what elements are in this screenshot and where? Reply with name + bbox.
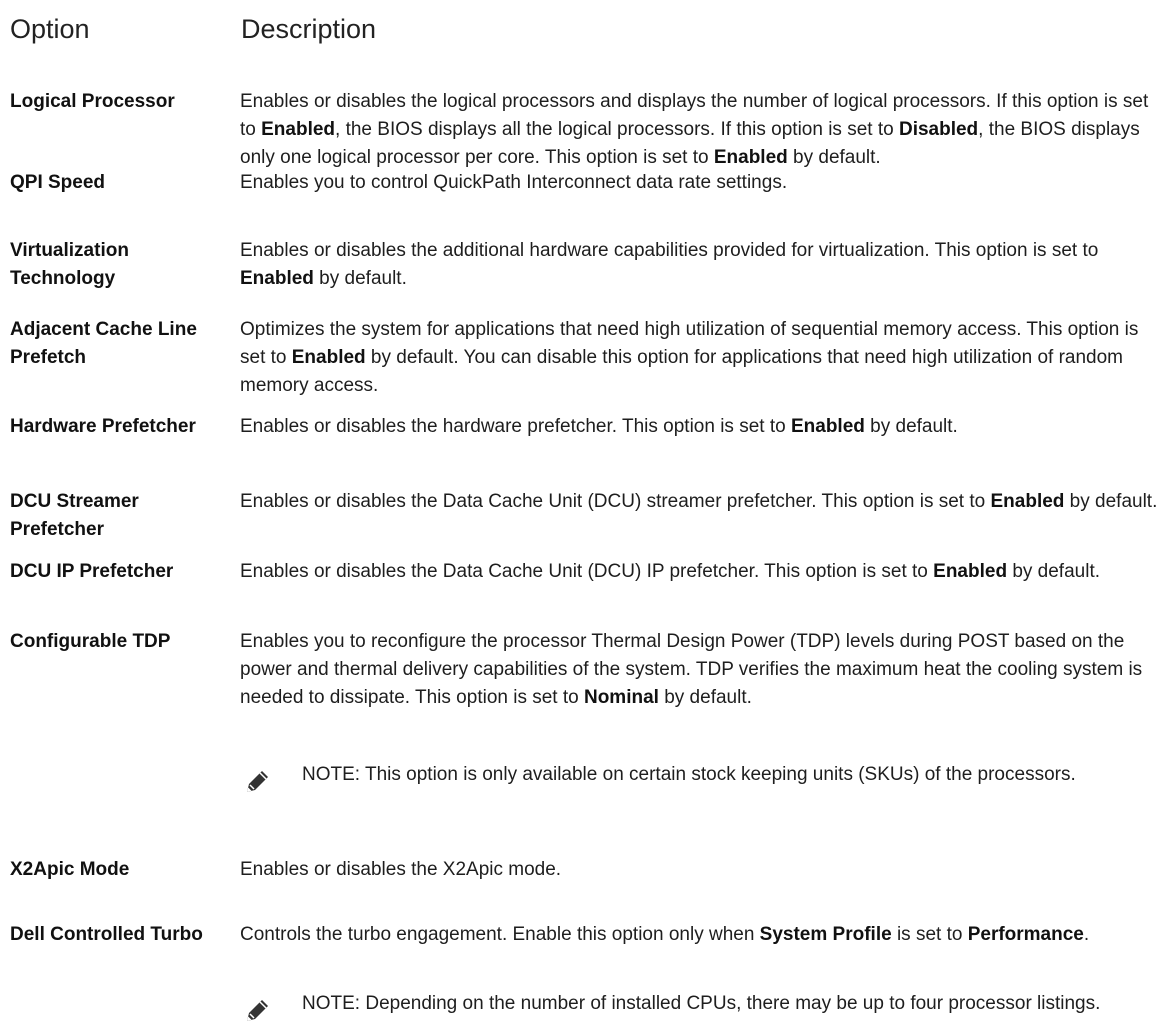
description-text: by default.: [864, 416, 958, 437]
table-header: [0, 0, 1170, 62]
description-column-header: Description: [241, 14, 377, 44]
description-text: Enables you to reconfigure the processor Thermal Design Power (TDP) levels during POST based on the power and thermal delivery capabilities of the system. TDP verifies the maximum heat the cooling system is needed to dissipate. This option is set to: [240, 631, 1148, 708]
option-name: DCU Streamer Prefetcher: [10, 491, 139, 540]
bold-term: Nominal: [583, 687, 659, 708]
description-text: by default.: [1064, 491, 1158, 512]
description-text: by default.: [1007, 561, 1100, 582]
description-text: Enables or disables the logical processors and displays the number of logical processors. If this option is set to: [240, 91, 1154, 140]
option-description: [240, 413, 1162, 441]
bold-term: Performance: [967, 924, 1084, 945]
description-text: Enables or disables the hardware prefetcher. This option is set to: [240, 416, 791, 437]
option-description: [240, 628, 1162, 712]
bold-term: Enabled: [240, 268, 314, 289]
description-text: is set to: [891, 924, 968, 945]
description-text: by default.: [787, 147, 881, 168]
description-text: Enables or disables the X2Apic mode.: [240, 859, 562, 880]
note-label: NOTE:: [302, 764, 361, 785]
option-description: [240, 169, 1162, 197]
description-text: , the BIOS displays all the logical processors. If this option is set to: [335, 119, 899, 140]
description-text: Enables you to control QuickPath Interconnect data rate settings.: [240, 172, 788, 193]
description-text: Optimizes the system for applications that need high utilization of sequential memory access. This option is set to: [240, 319, 1144, 368]
note-body: Depending on the number of installed CPUs, there may be up to four processor listings.: [360, 993, 1101, 1014]
description-text: , the BIOS displays only one logical processor per core. This option is set to: [240, 119, 1146, 168]
description-text: by default. You can disable this option for applications that need high utilization of random memory access.: [240, 347, 1129, 396]
description-text: by default.: [658, 687, 752, 708]
option-name: QPI Speed: [10, 172, 106, 193]
option-description: [240, 558, 1162, 586]
description-text: Enables or disables the Data Cache Unit (DCU) streamer prefetcher. This option is set to: [240, 491, 991, 512]
description-text: Enables or disables the additional hardware capabilities provided for virtualization. This option is set to: [240, 240, 1104, 261]
pencil-note-icon: [244, 998, 270, 1024]
option-description: [240, 488, 1162, 516]
note-body: This option is only available on certain stock keeping units (SKUs) of the processors.: [360, 764, 1076, 785]
option-name: Adjacent Cache Line Prefetch: [10, 319, 197, 368]
bold-term: Enabled: [790, 416, 865, 437]
bold-term: Enabled: [291, 347, 366, 368]
option-name: Virtualization Technology: [10, 240, 129, 289]
option-name: Dell Controlled Turbo: [10, 924, 203, 945]
option-description: [240, 921, 1162, 949]
description-text: .: [1083, 924, 1090, 945]
description-text: Enables or disables the Data Cache Unit (DCU) IP prefetcher. This option is set to: [240, 561, 934, 582]
bold-term: Disabled: [898, 119, 979, 140]
bold-term: Enabled: [261, 119, 336, 140]
bold-term: Enabled: [713, 147, 788, 168]
pencil-note-icon: [244, 769, 270, 795]
option-name: Logical Processor: [10, 91, 175, 112]
option-name: Hardware Prefetcher: [10, 416, 196, 437]
option-name: Configurable TDP: [10, 631, 171, 652]
option-name: DCU IP Prefetcher: [10, 561, 174, 582]
description-text: Controls the turbo engagement. Enable this option only when: [240, 924, 760, 945]
note-label: NOTE:: [302, 993, 361, 1014]
note-text: [302, 761, 1162, 789]
bold-term: Enabled: [933, 561, 1008, 582]
bold-term: Enabled: [990, 491, 1065, 512]
option-description: [240, 88, 1162, 172]
bold-term: System Profile: [759, 924, 892, 945]
description-text: by default.: [313, 268, 407, 289]
option-description: [240, 237, 1162, 293]
option-name: X2Apic Mode: [10, 859, 130, 880]
option-column-header: Option: [10, 14, 90, 44]
option-description: [240, 316, 1162, 400]
option-description: [240, 856, 1162, 884]
note-text: [302, 990, 1162, 1018]
